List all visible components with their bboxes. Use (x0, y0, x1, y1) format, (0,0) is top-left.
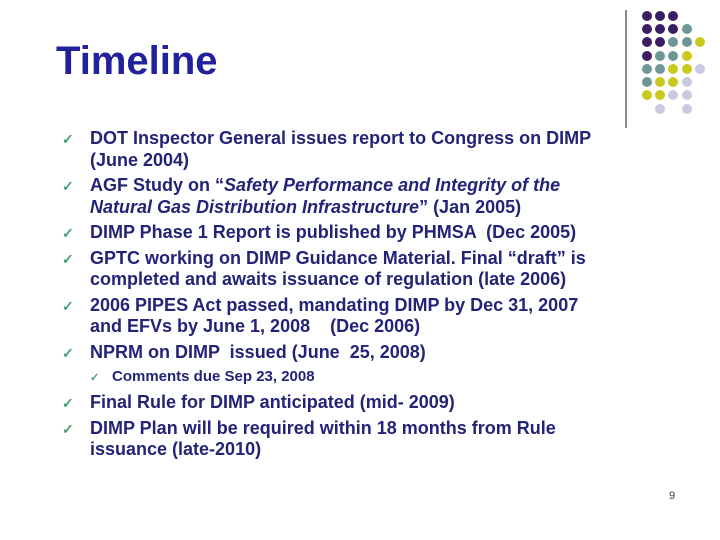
dot-cell (640, 102, 653, 115)
checkmark-icon: ✓ (62, 420, 74, 437)
dot-cell (680, 9, 693, 22)
bullet-item (60, 222, 670, 244)
dot-cell (640, 22, 653, 35)
dot (642, 51, 652, 61)
dot (682, 104, 692, 114)
dot (695, 37, 705, 47)
bullet-item (60, 418, 670, 461)
bullet-item (60, 248, 670, 291)
dot (682, 24, 692, 34)
dot-cell (667, 102, 680, 115)
dot-cell (667, 9, 680, 22)
dot (642, 64, 652, 74)
dot-cell (693, 22, 706, 35)
dot (642, 11, 652, 21)
dot-cell (680, 22, 693, 35)
bullet-list (60, 128, 670, 465)
dot (682, 77, 692, 87)
dot-cell (640, 9, 653, 22)
bullet-text: GPTC working on DIMP Guidance Material. Final “draft” is completed and awaits issuance of regulation (late 2006) (90, 247, 586, 289)
decorative-dots (640, 9, 706, 115)
sub-bullet-item (88, 367, 670, 386)
dot (655, 77, 665, 87)
dot (642, 37, 652, 47)
dot (655, 64, 665, 74)
bullet-text: Final Rule for DIMP anticipated (mid- 2009) (90, 392, 455, 412)
dot (695, 64, 705, 74)
bullet-text: NPRM on DIMP issued (June 25, 2008) (90, 341, 426, 362)
dot-cell (653, 89, 666, 102)
checkmark-icon: ✓ (62, 344, 74, 361)
dot-cell (667, 89, 680, 102)
slide-title: Timeline (56, 39, 218, 83)
dot (655, 11, 665, 21)
dot-cell (667, 49, 680, 62)
bullet-item (60, 128, 670, 171)
dot-cell (693, 75, 706, 88)
dot (655, 90, 665, 100)
dot-cell (693, 36, 706, 49)
dot-cell (640, 49, 653, 62)
dot-cell (693, 102, 706, 115)
dot (668, 90, 678, 100)
dot-cell (680, 75, 693, 88)
dot-cell (667, 36, 680, 49)
dot (655, 51, 665, 61)
dot (642, 77, 652, 87)
dot (642, 90, 652, 100)
dot (655, 24, 665, 34)
dot-cell (653, 62, 666, 75)
dot (668, 24, 678, 34)
dot-cell (680, 89, 693, 102)
dot-cell (693, 9, 706, 22)
dot (682, 51, 692, 61)
bullet-item (60, 392, 670, 414)
dot-cell (653, 9, 666, 22)
dot-cell (667, 62, 680, 75)
bullet-text: 2006 PIPES Act passed, mandating DIMP by Dec 31, 2007 and EFVs by June 1, 2008 (Dec 2006) (90, 294, 579, 336)
dot-cell (653, 102, 666, 115)
dot-cell (693, 62, 706, 75)
dot (682, 37, 692, 47)
dot-cell (653, 36, 666, 49)
bullet-text: DOT Inspector General issues report to Congress on DIMP (June 2004) (90, 128, 592, 170)
bullet-item (60, 175, 670, 218)
dot (655, 104, 665, 114)
dot-cell (640, 75, 653, 88)
dot (682, 64, 692, 74)
divider-line (625, 10, 627, 128)
bullet-text: DIMP Plan will be required within 18 months from Rule issuance (late-2010) (90, 417, 556, 459)
bullet-text: DIMP Phase 1 Report is published by PHMSA (Dec 2005) (90, 222, 577, 242)
dot (668, 37, 678, 47)
dot-cell (667, 22, 680, 35)
dot-cell (680, 102, 693, 115)
dot-cell (680, 62, 693, 75)
dot-cell (667, 75, 680, 88)
dot-cell (653, 49, 666, 62)
page-number: 9 (669, 490, 676, 502)
dot-cell (640, 62, 653, 75)
dot (668, 11, 678, 21)
bullet-text: AGF Study on “Safety Performance and Integrity of the Natural Gas Distribution Infrastructure” (Jan 2005) (90, 175, 561, 217)
dot-cell (640, 36, 653, 49)
checkmark-icon: ✓ (90, 372, 100, 384)
dot (668, 51, 678, 61)
dot-cell (653, 75, 666, 88)
bullet-item (60, 295, 670, 338)
dot (655, 37, 665, 47)
checkmark-icon: ✓ (62, 395, 74, 411)
dot (682, 90, 692, 100)
dot-cell (653, 22, 666, 35)
dot-cell (640, 89, 653, 102)
dot (668, 77, 678, 87)
dot (668, 64, 678, 74)
dot-cell (693, 49, 706, 62)
checkmark-icon: ✓ (62, 225, 74, 241)
dot (642, 24, 652, 34)
bullet-text: Comments due Sep 23, 2008 (112, 368, 315, 385)
dot-cell (693, 89, 706, 102)
checkmark-icon: ✓ (62, 178, 74, 194)
checkmark-icon: ✓ (62, 131, 74, 147)
dot-cell (680, 49, 693, 62)
bullet-item (60, 342, 670, 364)
checkmark-icon: ✓ (62, 250, 74, 267)
checkmark-icon: ✓ (62, 297, 74, 314)
dot-cell (680, 36, 693, 49)
